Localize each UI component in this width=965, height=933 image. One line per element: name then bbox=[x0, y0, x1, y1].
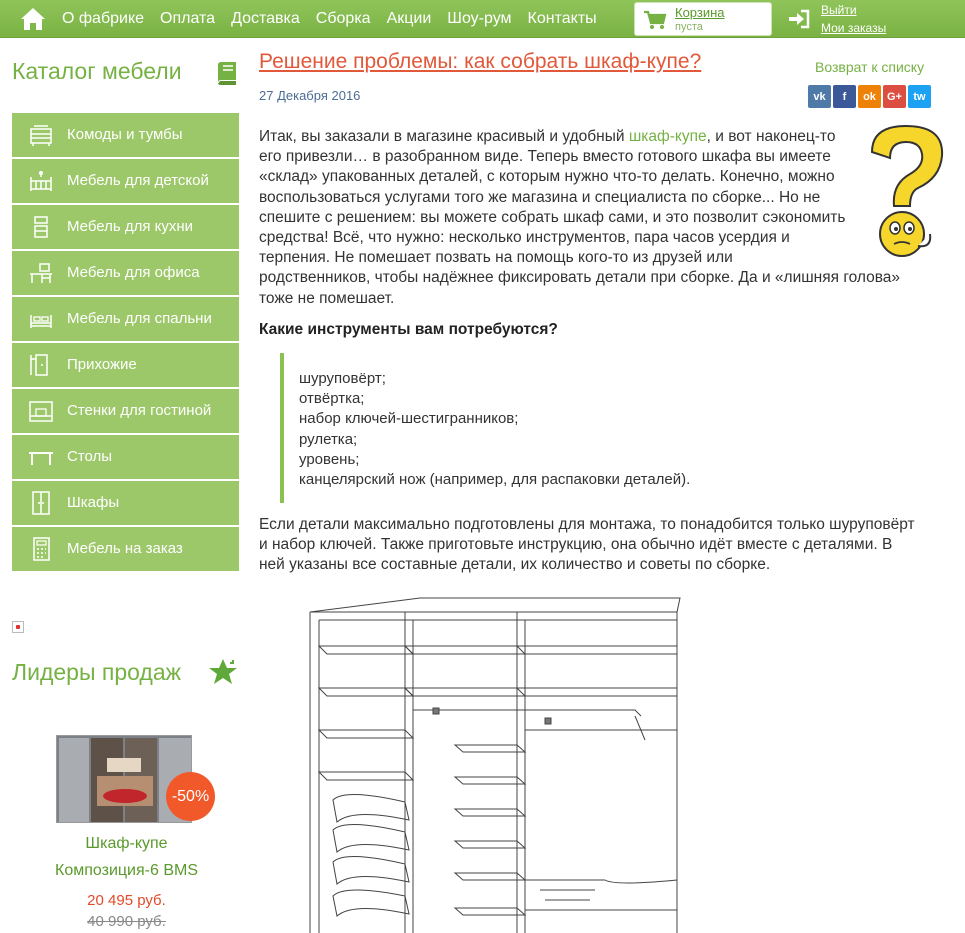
intro-line: терпения. Не помешает позвать на помощь кого-то из друзей или bbox=[259, 249, 733, 267]
cart-link[interactable]: Корзина bbox=[675, 5, 725, 20]
product-model[interactable]: Композиция-6 BMS bbox=[55, 862, 198, 879]
tool-item: канцелярский нож (например, для распаковки деталей). bbox=[299, 471, 691, 489]
intro-line: родственников, чтобы надёжнее фиксировать детали при сборке. Да и «лишняя голова» bbox=[259, 269, 901, 287]
discount-badge: -50% bbox=[166, 772, 215, 821]
catalog-title: Каталог мебели bbox=[12, 58, 182, 84]
twitter-icon: tw bbox=[913, 90, 926, 103]
bed-icon bbox=[28, 307, 54, 331]
intro-line: тоже не помешает. bbox=[259, 289, 395, 307]
tool-item: рулетка; bbox=[299, 430, 358, 448]
best-sellers-title: Лидеры продаж bbox=[12, 659, 181, 685]
wardrobe-schematic-image bbox=[305, 590, 685, 933]
facebook-share-button[interactable] bbox=[833, 85, 856, 108]
home-icon[interactable] bbox=[20, 6, 46, 32]
twitter-share-button[interactable] bbox=[908, 85, 931, 108]
book-icon bbox=[214, 60, 240, 86]
category-label: Столы bbox=[67, 448, 113, 465]
crib-icon bbox=[28, 169, 54, 193]
article-date: 27 Декабря 2016 bbox=[259, 88, 361, 103]
wardrobe-icon bbox=[28, 491, 54, 515]
category-label: Шкафы bbox=[67, 494, 120, 511]
nav-promotions[interactable]: Акции bbox=[386, 10, 432, 27]
category-label: Мебель на заказ bbox=[67, 540, 183, 557]
calculator-icon bbox=[28, 537, 54, 561]
wardrobe-link[interactable]: шкаф-купе bbox=[628, 128, 707, 145]
category-label: Прихожие bbox=[67, 356, 137, 373]
sign-out-icon bbox=[788, 9, 810, 29]
category-hallway[interactable] bbox=[12, 343, 239, 387]
category-tables[interactable] bbox=[12, 435, 239, 479]
category-custom[interactable] bbox=[12, 527, 239, 571]
catalog-menu bbox=[12, 113, 239, 573]
category-wardrobes[interactable] bbox=[12, 481, 239, 525]
category-label: Стенки для гостиной bbox=[67, 402, 212, 419]
intro-line: его привезли… в разобранном виде. Теперь вместо готового шкафа вы имеете bbox=[259, 148, 831, 166]
category-label: Мебель для кухни bbox=[67, 218, 194, 235]
second-line: Если детали максимально подготовлены для монтажа, то понадобится только шуруповёрт bbox=[259, 516, 915, 533]
intro-text: , и вот наконец-то bbox=[706, 128, 836, 145]
category-label: Мебель для офиса bbox=[67, 264, 200, 281]
broken-image-icon bbox=[12, 621, 24, 633]
intro-line-1 bbox=[259, 127, 864, 147]
social-share-buttons bbox=[808, 85, 933, 108]
wall-unit-icon bbox=[28, 399, 54, 423]
vk-icon: vk bbox=[813, 90, 826, 103]
tool-item: уровень; bbox=[299, 450, 360, 468]
vk-share-button[interactable] bbox=[808, 85, 831, 108]
product-old-price: 40 990 руб. bbox=[87, 913, 166, 930]
main-menu bbox=[62, 0, 613, 38]
table-icon bbox=[28, 445, 54, 469]
tool-item: отвёртка; bbox=[299, 390, 365, 408]
category-bedroom[interactable] bbox=[12, 297, 239, 341]
intro-line: «склад» упакованных деталей, с которым нужно что-то делать. Конечно, можно bbox=[259, 168, 835, 186]
intro-line: спешите с решением: вы можете собрать шкаф сами, и это позволит сэкономить bbox=[259, 208, 846, 226]
tools-heading: Какие инструменты вам потребуются? bbox=[259, 321, 558, 338]
second-line: и набор ключей. Также приготовьте инструкцию, она обычно идёт вместе с деталями. В bbox=[259, 536, 893, 554]
intro-paragraph bbox=[259, 127, 901, 309]
odnoklassniki-share-button[interactable] bbox=[858, 85, 881, 108]
article-title[interactable]: Решение проблемы: как собрать шкаф-купе? bbox=[259, 50, 702, 73]
google-plus-icon: G+ bbox=[887, 90, 902, 103]
facebook-icon: f bbox=[842, 90, 847, 103]
category-kitchen[interactable] bbox=[12, 205, 239, 249]
second-paragraph bbox=[259, 515, 915, 576]
intro-text: Итак, вы заказали в магазине красивый и удобный bbox=[259, 128, 629, 145]
nav-contacts[interactable]: Контакты bbox=[527, 10, 597, 27]
google-plus-share-button[interactable] bbox=[883, 85, 906, 108]
category-office[interactable] bbox=[12, 251, 239, 295]
intro-line: воспользоваться услугами того же магазина и специалиста по сборке... Но не bbox=[259, 188, 821, 206]
category-living-room[interactable] bbox=[12, 389, 239, 433]
odnoklassniki-icon: ok bbox=[863, 90, 876, 103]
my-orders-link[interactable]: Мои заказы bbox=[821, 21, 887, 35]
kitchen-icon bbox=[28, 215, 54, 239]
category-label: Комоды и тумбы bbox=[67, 126, 183, 143]
category-label: Мебель для детской bbox=[67, 172, 209, 189]
hallway-icon bbox=[28, 353, 54, 377]
nav-showroom[interactable]: Шоу-рум bbox=[447, 10, 512, 27]
nav-delivery[interactable]: Доставка bbox=[231, 10, 300, 27]
star-icon bbox=[206, 657, 240, 687]
tools-list bbox=[280, 353, 780, 503]
tool-item: набор ключей-шестигранников; bbox=[299, 410, 519, 428]
back-to-list-link[interactable]: Возврат к списку bbox=[815, 59, 925, 75]
product-name[interactable]: Шкаф-купе bbox=[85, 835, 168, 852]
nav-payment[interactable]: Оплата bbox=[160, 10, 216, 27]
cart-status: пуста bbox=[675, 21, 703, 33]
question-mark-illustration bbox=[860, 122, 948, 262]
cart-widget[interactable] bbox=[634, 2, 772, 36]
top-navigation-bar bbox=[0, 0, 965, 38]
nav-assembly[interactable]: Сборка bbox=[315, 10, 371, 27]
tool-item: шуруповёрт; bbox=[299, 370, 386, 387]
nav-about[interactable]: О фабрике bbox=[62, 10, 145, 27]
logout-link[interactable]: Выйти bbox=[821, 3, 857, 17]
dresser-icon bbox=[28, 123, 54, 147]
office-desk-icon bbox=[28, 261, 54, 285]
product-price: 20 495 руб. bbox=[87, 892, 166, 909]
category-dressers[interactable] bbox=[12, 113, 239, 157]
second-line: ней указаны все составные детали, их количество и советы по сборке. bbox=[259, 556, 771, 574]
shopping-cart-icon bbox=[643, 10, 667, 30]
category-label: Мебель для спальни bbox=[67, 310, 212, 327]
intro-line: средства! Всё, что нужно: несколько инструментов, пара часов усердия и bbox=[259, 229, 790, 247]
category-kids[interactable] bbox=[12, 159, 239, 203]
